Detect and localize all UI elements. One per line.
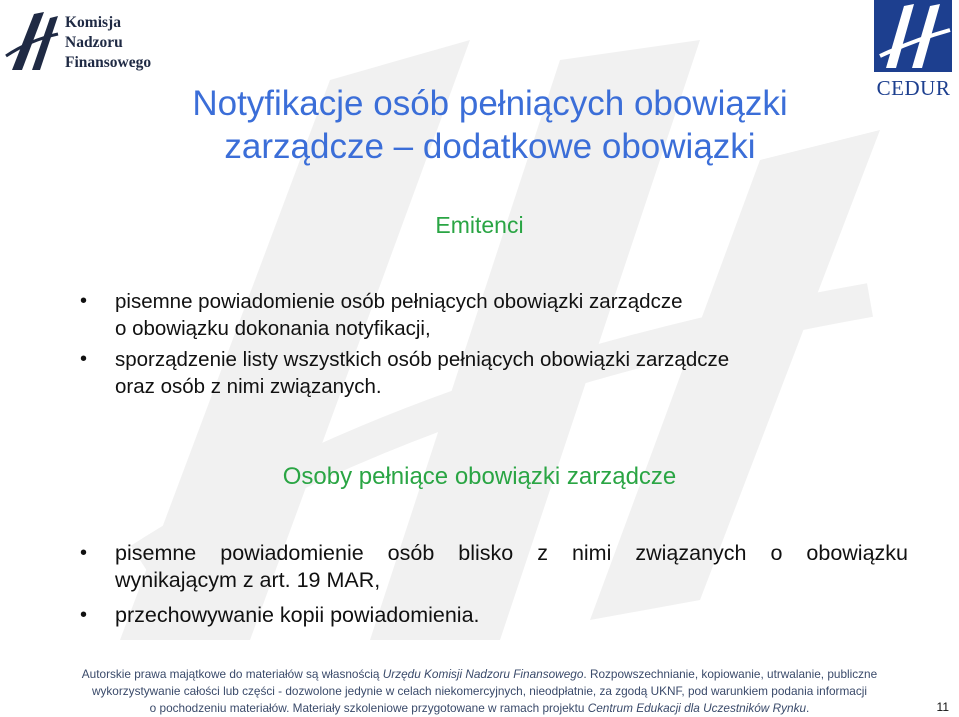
list-item-line2: wynikającym z art. 19 MAR, xyxy=(115,568,381,592)
slide-title-line1: Notyfikacje osób pełniących obowiązki xyxy=(192,84,788,123)
knf-emblem-icon xyxy=(4,12,60,72)
footer-text: o pochodzeniu materiałów. Materiały szkoleniowe przygotowane w ramach projektu xyxy=(149,701,588,715)
section-heading-osoby: Osoby pełniące obowiązki zarządcze xyxy=(282,463,677,490)
bullet-icon: • xyxy=(80,290,88,312)
footer-line1 xyxy=(0,666,959,683)
footer-line2: wykorzystywanie całości lub części - dozwolone jedynie w celach niekomercyjnych, nieodpłatnie, za zgodą UKNF, pod warunkiem podania informacji xyxy=(91,684,868,698)
footer-text: . Rozpowszechnianie, kopiowanie, utrwalanie, publiczne xyxy=(583,667,878,681)
list-item-line2: o obowiązku dokonania notyfikacji, xyxy=(115,317,431,340)
bullet-list-osoby xyxy=(72,540,908,637)
list-item xyxy=(72,540,908,594)
list-item-line2: oraz osób z nimi związanych. xyxy=(115,375,382,398)
list-item-line1: pisemne powiadomienie osób pełniących obowiązki zarządcze xyxy=(115,290,683,313)
copyright-footer xyxy=(0,666,959,717)
page-number: 11 xyxy=(936,700,949,714)
bullet-icon: • xyxy=(80,604,88,626)
bullet-list-emitenci xyxy=(72,288,792,404)
cedur-emblem-icon xyxy=(874,0,952,72)
footer-institution: Urzędu Komisji Nadzoru Finansowego xyxy=(382,667,584,681)
knf-logo-line3: Finansowego xyxy=(65,54,152,71)
list-item-line1: przechowywanie kopii powiadomienia. xyxy=(115,603,480,627)
list-item xyxy=(72,346,792,400)
knf-logo xyxy=(4,8,174,78)
bullet-icon: • xyxy=(80,542,88,564)
knf-logo-line2: Nadzoru xyxy=(65,34,123,51)
list-item-line1: pisemne powiadomienie osób blisko z nimi związanych o obowiązku xyxy=(115,541,908,565)
bullet-icon: • xyxy=(80,348,88,370)
footer-text: Autorskie prawa majątkowe do materiałów są własnością xyxy=(81,667,383,681)
slide-title xyxy=(90,82,890,168)
section-heading-emitenci: Emitenci xyxy=(435,212,524,238)
slide-title-line2: zarządcze – dodatkowe obowiązki xyxy=(224,127,756,166)
cedur-logo-text: CEDUR xyxy=(876,76,951,100)
list-item-line1: sporządzenie listy wszystkich osób pełniących obowiązki zarządcze xyxy=(115,348,730,371)
knf-logo-text xyxy=(65,13,151,73)
list-item xyxy=(72,602,908,629)
footer-text: . xyxy=(806,701,810,715)
knf-logo-line1: Komisja xyxy=(65,14,121,31)
footer-line3 xyxy=(0,700,959,717)
footer-project: Centrum Edukacji dla Uczestników Rynku xyxy=(587,701,807,715)
list-item xyxy=(72,288,792,342)
